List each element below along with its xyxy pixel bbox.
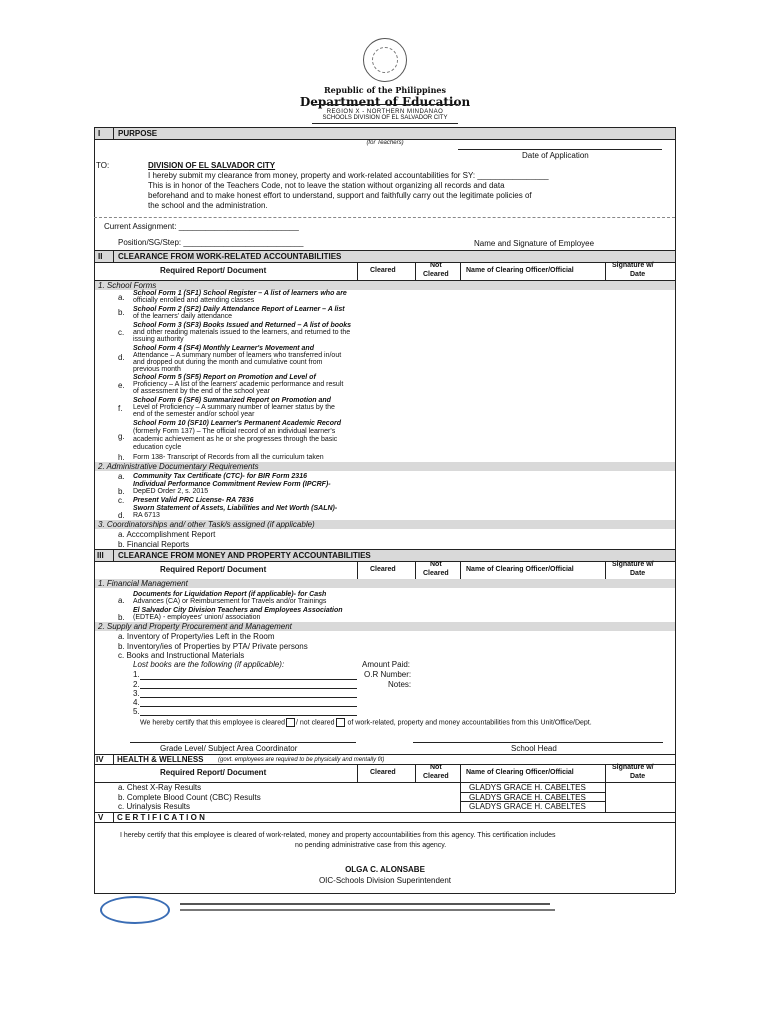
lost-book-num: 5. [133,707,140,716]
notes-label: Notes: [388,680,412,689]
item-text: Attendance – A summary number of learners who transferred in/out [133,352,342,359]
item-text: DepED Order 2, s. 2015 [133,488,209,495]
item-text: El Salvador City Division Teachers and Employees Association [133,607,343,614]
form-subtitle: (for Teachers) [366,140,404,146]
item-letter: a. [118,596,125,605]
col-date: Date [630,570,646,577]
col-not: Not [430,262,442,269]
purpose-line: the school and the administration. [148,201,268,210]
item-text: a. Inventory of Property/ies Left in the Room [118,632,275,641]
item-text: and other reading materials issued to the learners, and returned to the [133,329,351,336]
department-line: Department of Education [299,95,471,109]
col-not-cleared: Cleared [423,773,449,780]
item-text: Present Valid PRC License- RA 7836 [133,497,254,504]
item-text: previous month [133,366,181,373]
item-text: School Form 1 (SF1) School Register – A list of learners who are [133,290,347,297]
coordinator-label: Grade Level/ Subject Area Coordinator [160,744,298,753]
item-text: a. Acccomplishment Report [118,530,216,539]
to-label: TO: [96,161,110,170]
col-required-doc: Required Report/ Document [160,266,267,275]
division-logo [100,896,170,924]
superintendent-position: OIC-Schools Division Superintendent [318,876,452,885]
item-text: Level of Proficiency – A summary number of learner status by the [133,404,335,411]
date-line [458,149,662,150]
item-text: education cycle [133,444,182,451]
health-officer: GLADYS GRACE H. CABELTES [469,793,586,802]
health-officer: GLADYS GRACE H. CABELTES [469,802,586,811]
col-not: Not [430,561,442,568]
item-text: School Form 2 (SF2) Daily Attendance Report of Learner – A list [133,306,345,313]
section-iii-title: CLEARANCE FROM MONEY AND PROPERTY ACCOUNTABILITIES [118,551,371,560]
item-text: School Form 5 (SF5) Report on Promotion and Level of [133,374,316,381]
division-addressee: DIVISION OF EL SALVADOR CITY [148,161,276,170]
item-text: (formerly Form 137) – The official record of an individual learner's [133,428,336,435]
item-text: School Form 10 (SF10) Learner's Permanent Academic Record [133,420,341,427]
col-date: Date [630,271,646,278]
item-text: Community Tax Certificate (CTC)- for BIR Form 2316 [133,473,307,480]
item-text: Proficiency – A list of the learners' academic performance and result [133,381,344,388]
section-i-bar [95,128,675,139]
region-line: REGION X - NORTHERN MINDANAO [326,109,444,115]
item-text: b. Inventory/ies of Properties by PTA/ Private persons [118,642,308,651]
col-not-cleared: Cleared [423,271,449,278]
item-letter: c. [118,328,125,337]
col-signature: Signature w/ [612,561,654,568]
health-item: b. Complete Blood Count (CBC) Results [118,793,261,802]
item-letter: b. [118,487,125,496]
form-border-right [675,127,676,893]
health-item: c. Urinalysis Results [118,802,191,811]
division-line: SCHOOLS DIVISION OF EL SALVADOR CITY [322,115,448,121]
employee-signature-label: Name and Signature of Employee [474,239,595,248]
footer-address-blur [180,903,550,905]
item-letter: b. [118,613,125,622]
amount-paid-label: Amount Paid: [362,660,411,669]
section-ii-title: CLEARANCE FROM WORK-RELATED ACCOUNTABILITIES [118,252,342,261]
item-text: Form 138- Transcript of Records from all the curriculum taken [133,454,324,461]
section-ii-number: II [98,252,103,261]
section-iv-note: (govt. employees are required to be physically and mentally fit) [218,757,385,763]
header-rule [312,104,458,105]
item-text: of assessment by the end of the school year [133,388,270,395]
cleared-checkbox[interactable] [286,718,295,727]
lost-books-label: Lost books are the following (if applicable): [133,660,285,669]
item-letter: e. [118,381,125,390]
col-cleared: Cleared [370,566,396,573]
or-number-label: O.R Number: [364,670,412,679]
purpose-line: beforehand and to make honest effort to understand, support and faithfully carry out the legitimate policies of [148,191,532,200]
item-letter: h. [118,453,125,462]
col-required-doc: Required Report/ Document [160,768,267,777]
group-admin-docs: 2. Administrative Documentary Requirements [98,462,259,471]
position-field[interactable]: Position/SG/Step: ___________________________ [118,238,304,247]
item-text: Advances (CA) or Reimbursement for Travels and/or Trainings [133,598,327,605]
form-border-left [94,127,95,893]
lost-book-num: 4. [133,698,140,707]
item-text: Sworn Statement of Assets, Liabilities and Net Worth (SALN)- [133,505,338,512]
item-text: c. Books and Instructional Materials [118,651,245,660]
col-cleared: Cleared [370,769,396,776]
section-v-title: C E R T I F I C A T I O N [117,813,205,822]
item-text: issuing authority [133,336,184,343]
group-financial: 1. Financial Management [98,579,188,588]
school-head-signature-line [413,742,663,743]
lost-book-num: 1. [133,670,140,679]
col-officer: Name of Clearing Officer/Official [466,769,574,776]
header-rule [312,123,458,124]
group-supply: 2. Supply and Property Procurement and Management [98,622,292,631]
item-text: (EDTEA) - employees' union/ association [133,614,261,621]
item-text: academic achievement as he or she progresses through the basic [133,436,338,443]
item-letter: g. [118,432,125,441]
purpose-line: This is in honor of the Teachers Code, not to leave the station without organizing all records and data [148,181,505,190]
superintendent-name: OLGA C. ALONSABE [345,865,425,874]
unit-certification-text: We hereby certify that this employee is cleared / not cleared of work-related, property and money accountabilities from this Unit/Office/Dept. [140,719,592,727]
health-officer: GLADYS GRACE H. CABELTES [469,783,586,792]
section-iii-number: III [97,551,104,560]
purpose-line: I hereby submit my clearance from money, property and work-related accountabilities for SY: ________________ [148,171,549,180]
col-signature: Signature w/ [612,764,654,771]
group-school-forms: 1. School Forms [98,281,157,290]
section-v-number: V [98,813,104,822]
col-cleared: Cleared [370,267,396,274]
republic-line: Republic of the Philippines [323,85,446,95]
item-letter: d. [118,353,125,362]
item-text: end of the semester and/or school year [133,411,255,418]
deped-seal [363,38,407,82]
certification-text: no pending administrative case from this agency. [295,842,447,849]
item-letter: b. [118,308,125,317]
item-text: Individual Performance Commitment Review Form (IPCRF)- [133,481,331,488]
date-label: Date of Application [522,151,589,160]
group-coordinatorships: 3. Coordinatorships and/ other Task/s assigned (if applicable) [98,520,315,529]
item-text: RA 6713 [133,512,160,519]
item-text: School Form 6 (SF6) Summarized Report on Promotion and [133,397,331,404]
lost-book-num: 2. [133,680,140,689]
footer-contact-blur [180,909,555,911]
group-bar [95,281,675,290]
col-signature: Signature w/ [612,262,654,269]
item-text: School Form 4 (SF4) Monthly Learner's Movement and [133,345,314,352]
item-text: School Form 3 (SF3) Books Issued and Returned – A list of books [133,322,352,329]
col-not-cleared: Cleared [423,570,449,577]
item-text: of the learners' daily attendance [133,313,233,320]
item-text: and dropped out during the month and cumulative count from [133,359,323,366]
col-officer: Name of Clearing Officer/Official [466,566,574,573]
col-date: Date [630,773,646,780]
section-iv-title: HEALTH & WELLNESS [117,755,204,764]
item-letter: a. [118,293,125,302]
section-i-number: I [98,129,101,138]
col-officer: Name of Clearing Officer/Official [466,267,574,274]
item-letter: d. [118,511,125,520]
item-letter: f. [118,404,123,413]
item-letter: c. [118,496,125,505]
item-text: officially enrolled and attending classes [133,297,255,304]
item-text: Documents for Liquidation Report (if applicable)- for Cash [133,591,327,598]
form-border-bottom [94,893,675,894]
coordinator-signature-line [130,742,356,743]
health-item: a. Chest X-Ray Results [118,783,202,792]
section-i-title: PURPOSE [118,129,158,138]
school-head-label: School Head [511,744,557,753]
lost-book-num: 3. [133,689,140,698]
col-required-doc: Required Report/ Document [160,565,267,574]
item-text: b. Financial Reports [118,540,190,549]
section-iv-number: IV [96,755,104,764]
item-letter: a. [118,472,125,481]
current-assignment-field[interactable]: Current Assignment: ___________________________ [104,222,299,231]
not-cleared-checkbox[interactable] [336,718,345,727]
certification-text: I hereby certify that this employee is cleared of work-related, money and property accountabilities from this agency. This certification includes [120,832,556,839]
col-not: Not [430,764,442,771]
